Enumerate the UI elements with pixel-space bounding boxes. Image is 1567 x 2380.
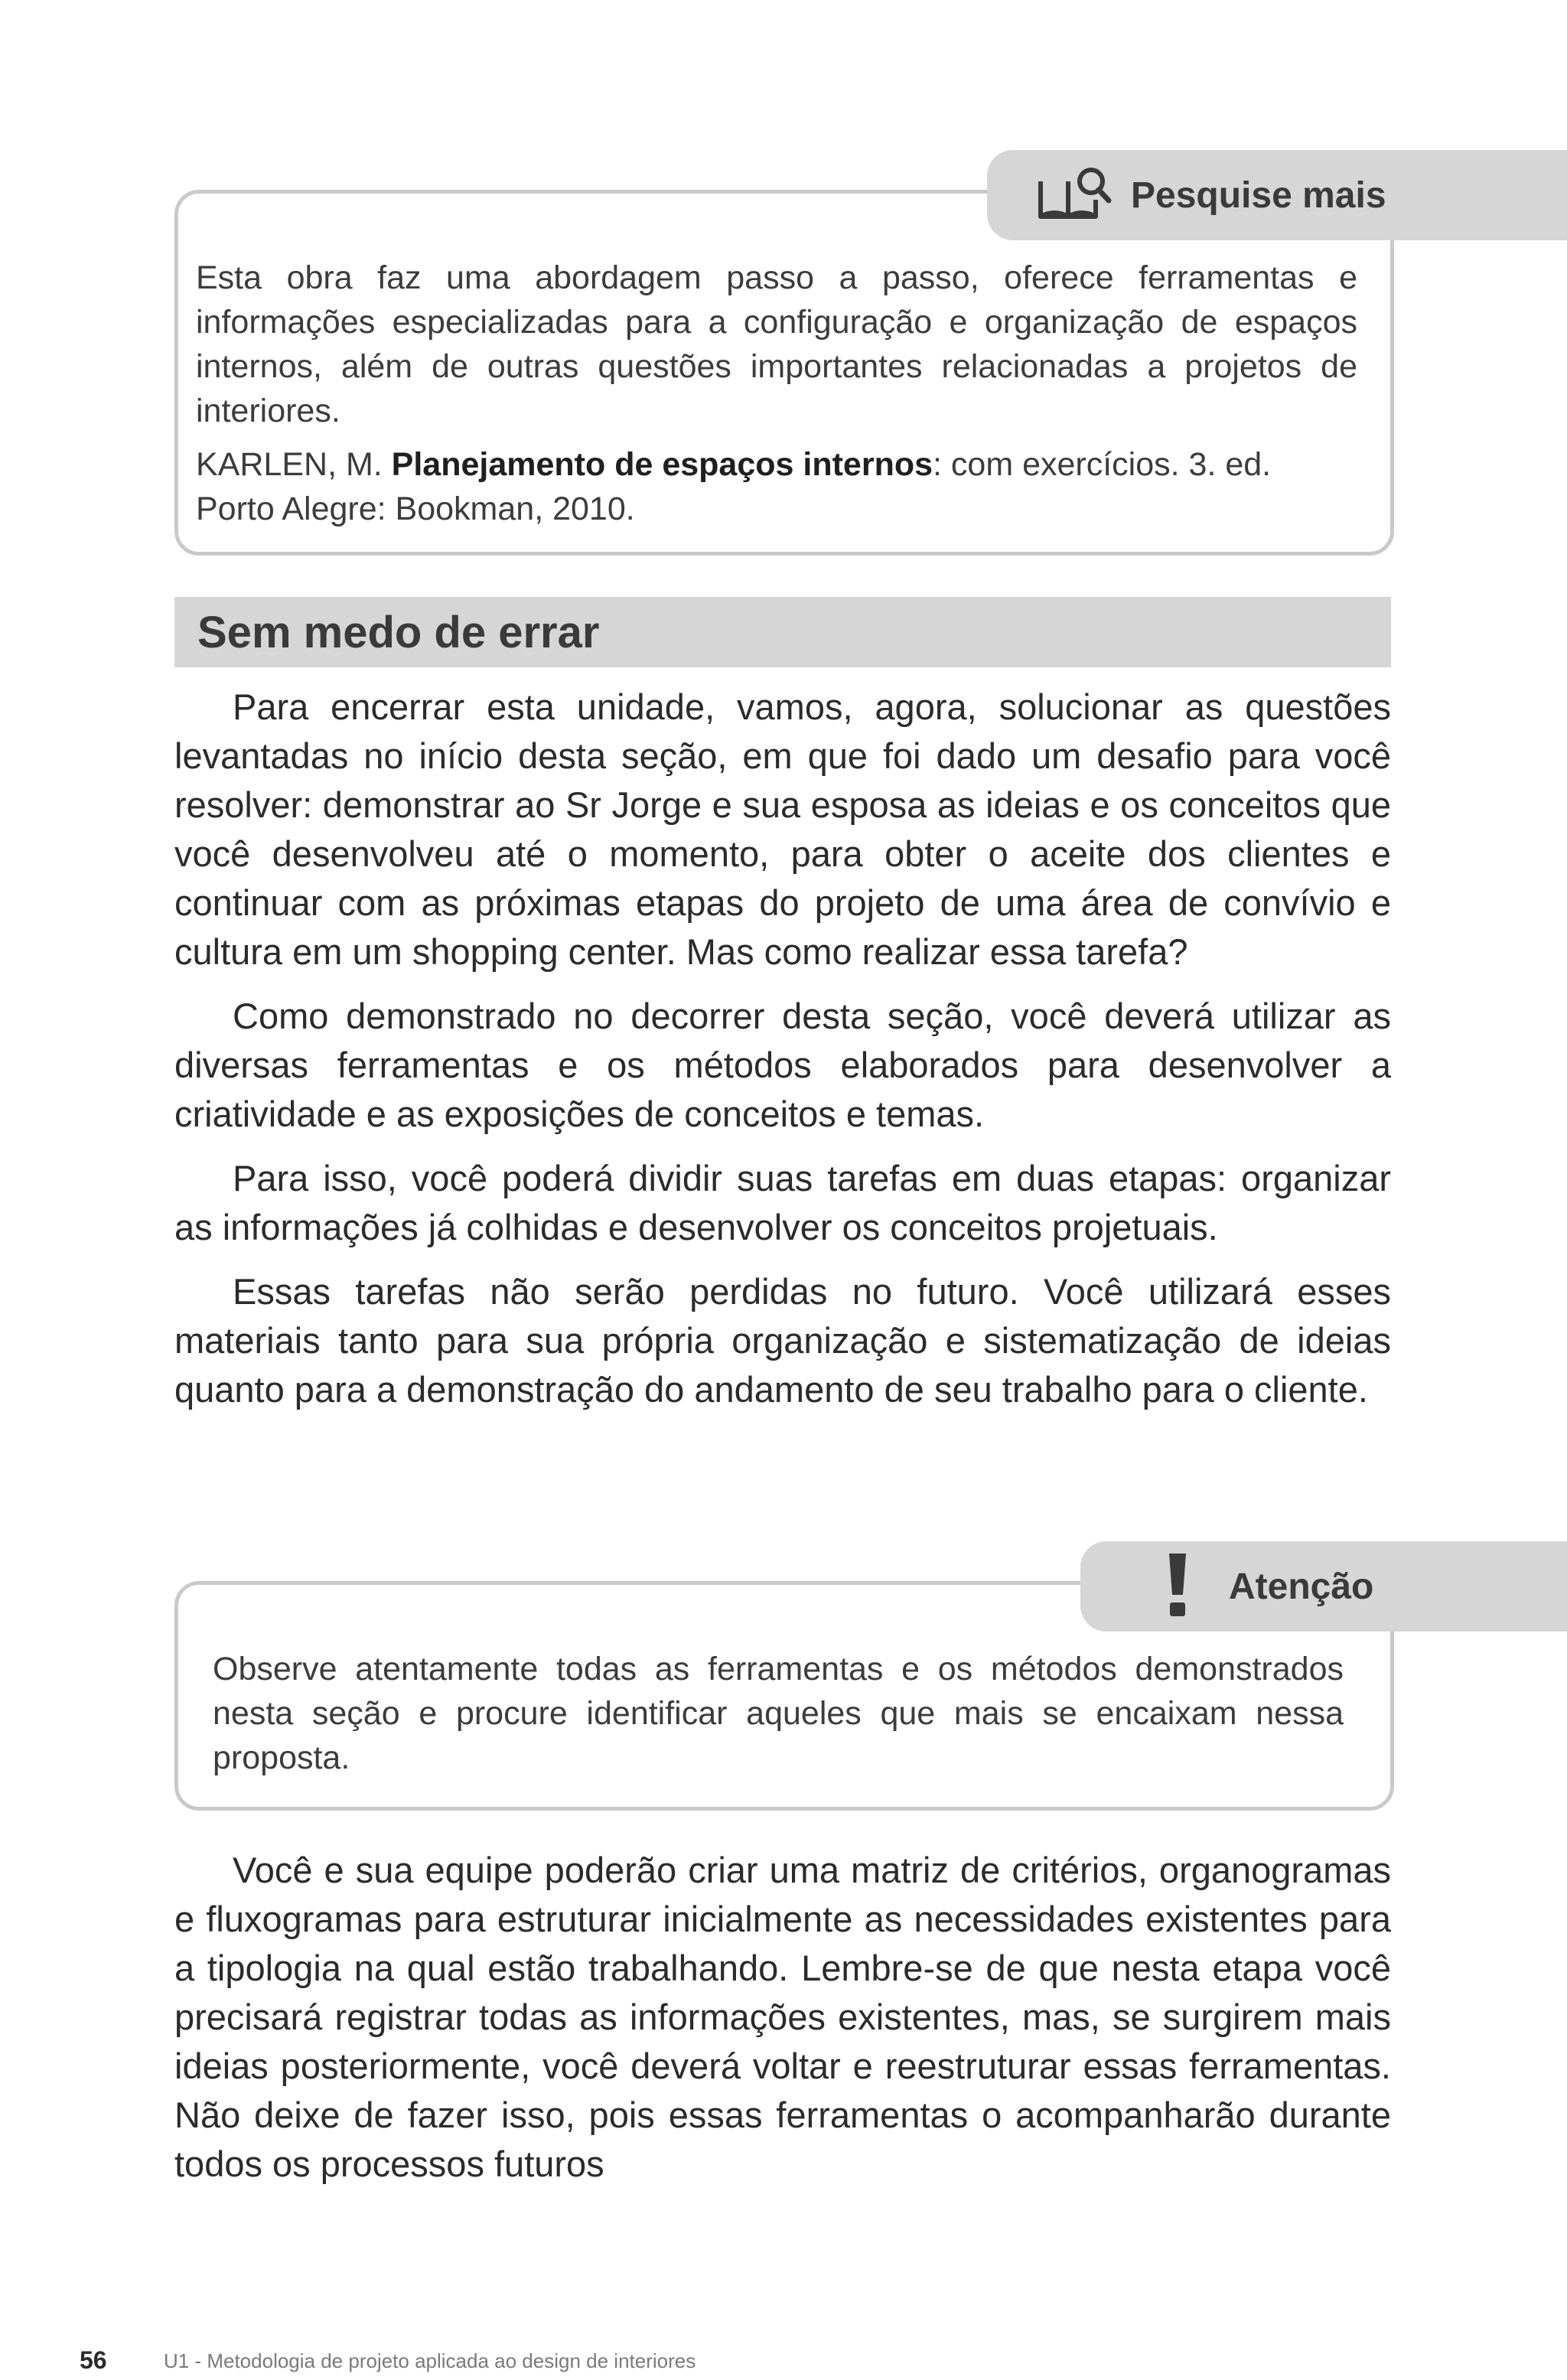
pesquise-mais-label: Pesquise mais [1131,174,1386,216]
page-number: 56 [80,2346,107,2374]
reference-title: Planejamento de espaços internos [391,446,933,483]
book-search-icon [1034,165,1113,227]
body-paragraph: Para isso, você poderá dividir suas tarefas em duas etapas: organizar as informações já colhidas e desenvolver os conceitos projetuais. [174,1158,1391,1247]
reference-details: : com exercícios. 3. ed. Porto Alegre: Bookman, 2010. [196,446,1272,527]
atencao-tab [1080,1541,1567,1632]
section-body [174,683,1391,1430]
exclamation-icon [1166,1550,1189,1623]
reference-author: KARLEN, M. [196,446,392,483]
pesquise-mais-content [196,256,1357,540]
atencao-content [213,1647,1344,1780]
atencao-text: Observe atentamente todas as ferramentas e os métodos demonstrados nesta seção e procure identificar aqueles que mais se encaixam nessa proposta. [213,1651,1344,1776]
final-body [174,1846,1391,2204]
body-paragraph: Como demonstrado no decorrer desta seção, você deverá utilizar as diversas ferramentas e os métodos elaborados para desenvolver a criatividade e as exposições de conceitos e temas. [174,996,1391,1134]
section-heading: Sem medo de errar [174,597,1391,667]
pesquise-mais-description: Esta obra faz uma abordagem passo a passo, oferece ferramentas e informações especializadas para a configuração e organização de espaços internos, além de outras questões importantes relacionadas a projetos de interiores. [196,259,1357,429]
running-footer: U1 - Metodologia de projeto aplicada ao design de interiores [164,2349,696,2372]
pesquise-mais-reference [196,442,1357,531]
atencao-label: Atenção [1229,1566,1374,1607]
body-paragraph: Para encerrar esta unidade, vamos, agora, solucionar as questões levantadas no início desta seção, em que foi dado um desafio para você resolver: demonstrar ao Sr Jorge e sua esposa as ideias e os conceitos que você desenvolveu até o momento, para obter o aceite dos clientes e continuar com as próximas etapas do projeto de uma área de convívio e cultura em um shopping center. Mas como realizar essa tarefa? [174,686,1391,972]
pesquise-mais-tab [987,150,1567,240]
body-paragraph: Você e sua equipe poderão criar uma matriz de critérios, organogramas e fluxogramas para estruturar inicialmente as necessidades existentes para a tipologia na qual estão trabalhando. Lembre-se de que nesta etapa você precisará registrar todas as informações existentes, mas, se surgirem mais ideias posteriormente, você deverá voltar e reestruturar essas ferramentas. Não deixe de fazer isso, pois essas ferramentas o acompanharão durante todos os processos futuros [174,1850,1391,2184]
body-paragraph: Essas tarefas não serão perdidas no futuro. Você utilizará esses materiais tanto para sua própria organização e sistematização de ideias quanto para a demonstração do andamento de seu trabalho para o cliente. [174,1271,1391,1410]
